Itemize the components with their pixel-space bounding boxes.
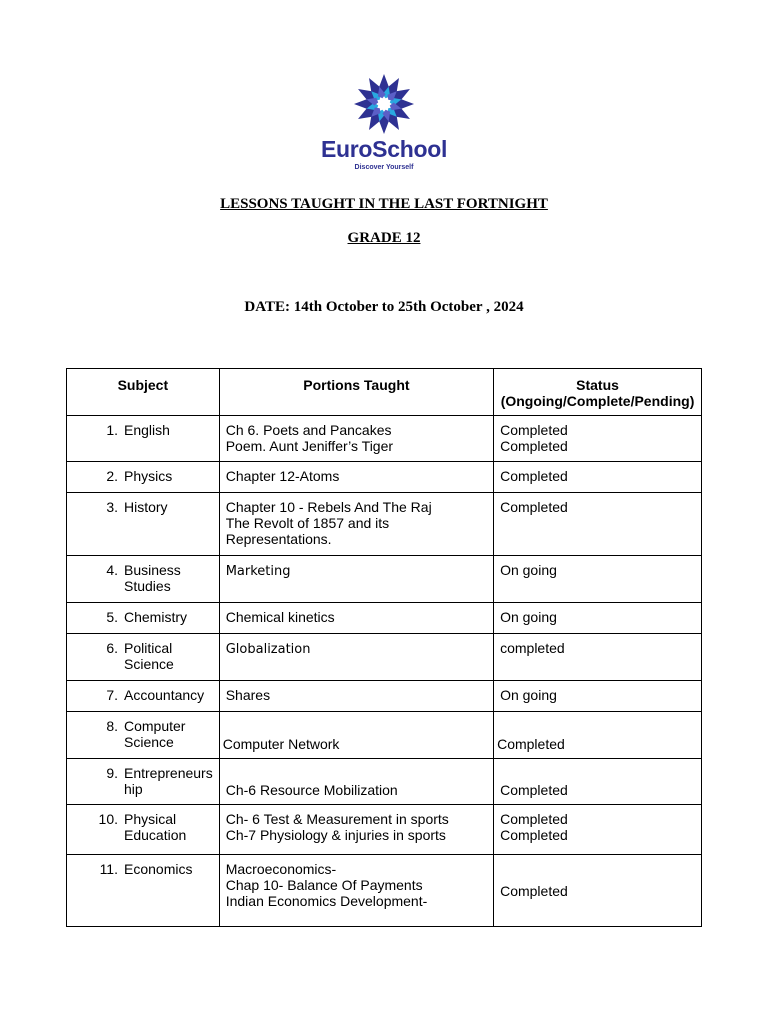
row-number: 5. bbox=[106, 609, 118, 625]
subject-cell bbox=[67, 712, 220, 759]
status-text: Completed bbox=[497, 736, 565, 752]
header-status-line1: Status bbox=[576, 377, 619, 393]
portions-cell bbox=[219, 462, 493, 493]
portions-cell bbox=[219, 681, 493, 712]
table-row bbox=[67, 855, 702, 927]
starburst-logo-icon bbox=[344, 70, 424, 138]
subject-text: Physical bbox=[124, 811, 177, 827]
logo-brand-text: EuroSchool bbox=[320, 136, 448, 162]
table-body bbox=[67, 416, 702, 927]
status-text: On going bbox=[500, 562, 557, 578]
subject-text: Accountancy bbox=[124, 687, 205, 703]
row-number: 1. bbox=[106, 422, 118, 438]
portion-text: Macroeconomics- bbox=[225, 861, 337, 877]
status-text: On going bbox=[500, 609, 557, 625]
row-number: 3. bbox=[106, 499, 118, 515]
header-status-line2: (Ongoing/Complete/Pending) bbox=[500, 393, 695, 409]
header-subject: Subject bbox=[67, 369, 220, 416]
subject-cell bbox=[67, 462, 220, 493]
page-title: LESSONS TAUGHT IN THE LAST FORTNIGHT bbox=[220, 196, 548, 212]
portion-text: Chapter 12-Atoms bbox=[225, 468, 340, 484]
lessons-table bbox=[66, 368, 702, 927]
status-cell bbox=[494, 805, 702, 855]
status-text: Completed bbox=[500, 468, 568, 484]
date-heading: DATE: 14th October to 25th October , 2024 bbox=[244, 299, 524, 315]
portion-text: Computer Network bbox=[222, 736, 340, 752]
table-row bbox=[67, 603, 702, 634]
status-text: Completed bbox=[500, 422, 568, 438]
subject-text: Entrepreneurs bbox=[124, 765, 213, 781]
table-row bbox=[67, 805, 702, 855]
row-number: 9. bbox=[106, 765, 118, 781]
portion-text: Ch- 6 Test & Measurement in sports bbox=[225, 811, 449, 827]
row-number: 8. bbox=[106, 718, 118, 734]
portion-text: Shares bbox=[225, 687, 271, 703]
subject-cell bbox=[67, 416, 220, 462]
row-number: 6. bbox=[106, 640, 118, 656]
subject-text: Physics bbox=[124, 468, 173, 484]
status-cell bbox=[494, 634, 702, 681]
subject-text: Political bbox=[124, 640, 173, 656]
portions-cell bbox=[219, 556, 493, 603]
row-number: 11. bbox=[99, 861, 118, 877]
status-text: Completed bbox=[500, 499, 568, 515]
portion-text: Ch 6. Poets and Pancakes bbox=[225, 422, 392, 438]
subject-cell bbox=[67, 681, 220, 712]
status-text: Completed bbox=[500, 811, 568, 827]
status-cell bbox=[494, 462, 702, 493]
euroschool-logo bbox=[316, 70, 452, 180]
subject-text: hip bbox=[124, 781, 143, 797]
grade-heading: GRADE 12 bbox=[347, 230, 421, 246]
subject-text: Studies bbox=[124, 578, 171, 594]
status-text: Completed bbox=[500, 782, 568, 798]
status-cell bbox=[494, 759, 702, 805]
subject-text: Economics bbox=[124, 861, 193, 877]
table-row bbox=[67, 416, 702, 462]
portion-text: Globalization bbox=[225, 642, 311, 657]
portion-text: Representations. bbox=[225, 531, 332, 547]
subject-text: Computer bbox=[124, 718, 186, 734]
portions-cell bbox=[219, 603, 493, 634]
subject-cell bbox=[67, 493, 220, 556]
portions-cell bbox=[219, 805, 493, 855]
header-status bbox=[494, 369, 702, 416]
portion-text: Chap 10- Balance Of Payments bbox=[225, 877, 423, 893]
status-cell bbox=[494, 855, 702, 927]
logo-tagline: Discover Yourself bbox=[354, 164, 414, 171]
status-cell bbox=[494, 603, 702, 634]
portion-text: Marketing bbox=[225, 564, 291, 579]
portions-cell bbox=[219, 634, 493, 681]
subject-cell bbox=[67, 603, 220, 634]
subject-text: Science bbox=[124, 734, 174, 750]
table-row bbox=[67, 681, 702, 712]
row-number: 7. bbox=[106, 687, 118, 703]
portions-cell bbox=[219, 855, 493, 927]
table-header-row bbox=[67, 369, 702, 416]
header-portions: Portions Taught bbox=[219, 369, 493, 416]
subject-text: Science bbox=[124, 656, 174, 672]
portion-text: Chapter 10 - Rebels And The Raj bbox=[225, 499, 432, 515]
subject-cell bbox=[67, 556, 220, 603]
subject-text: Chemistry bbox=[124, 609, 188, 625]
status-cell bbox=[494, 493, 702, 556]
portions-cell bbox=[219, 416, 493, 462]
subject-cell bbox=[67, 855, 220, 927]
table-row bbox=[67, 712, 702, 759]
portions-cell bbox=[219, 712, 493, 759]
status-cell bbox=[494, 416, 702, 462]
status-cell bbox=[494, 556, 702, 603]
status-text: Completed bbox=[500, 438, 568, 454]
status-text: completed bbox=[500, 640, 565, 656]
portion-text: Poem. Aunt Jeniffer’s Tiger bbox=[225, 438, 394, 454]
portions-cell bbox=[219, 759, 493, 805]
portion-text: The Revolt of 1857 and its bbox=[225, 515, 390, 531]
status-cell bbox=[494, 681, 702, 712]
subject-text: Business bbox=[124, 562, 181, 578]
portion-text: Ch-7 Physiology & injuries in sports bbox=[225, 827, 446, 843]
subject-cell bbox=[67, 805, 220, 855]
portions-cell bbox=[219, 493, 493, 556]
portion-text: Indian Economics Development- bbox=[225, 893, 428, 909]
subject-text: English bbox=[124, 422, 170, 438]
table-row bbox=[67, 462, 702, 493]
status-cell bbox=[494, 712, 702, 759]
subject-text: History bbox=[124, 499, 168, 515]
row-number: 4. bbox=[106, 562, 118, 578]
portion-text: Chemical kinetics bbox=[225, 609, 335, 625]
portion-text: Ch-6 Resource Mobilization bbox=[225, 782, 398, 798]
row-number: 2. bbox=[106, 468, 118, 484]
table-row bbox=[67, 634, 702, 681]
subject-text: Education bbox=[124, 827, 187, 843]
status-text: Completed bbox=[500, 827, 568, 843]
table-row bbox=[67, 493, 702, 556]
subject-cell bbox=[67, 634, 220, 681]
subject-cell bbox=[67, 759, 220, 805]
row-number: 10. bbox=[98, 811, 118, 827]
status-text: Completed bbox=[500, 882, 568, 899]
table-row bbox=[67, 556, 702, 603]
table-row bbox=[67, 759, 702, 805]
status-text: On going bbox=[500, 687, 557, 703]
